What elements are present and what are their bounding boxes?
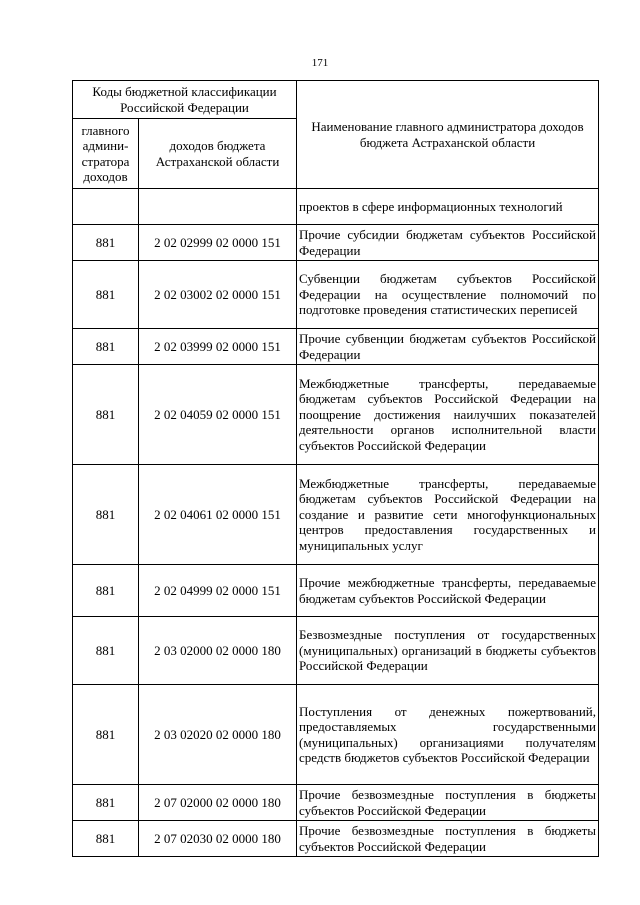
revenue-code-cell xyxy=(139,189,297,225)
revenue-code-cell: 2 02 04061 02 0000 151 xyxy=(139,465,297,565)
revenue-code-cell: 2 03 02020 02 0000 180 xyxy=(139,685,297,785)
table-row xyxy=(73,365,599,465)
admin-name-cell: Безвозмездные поступления от государственных (муниципальных) организаций в бюджеты субъектов Российской Федерации xyxy=(297,617,599,685)
table-body xyxy=(73,81,599,857)
admin-code-cell xyxy=(73,189,139,225)
table-row xyxy=(73,617,599,685)
admin-name-cell: Прочие субвенции бюджетам субъектов Российской Федерации xyxy=(297,329,599,365)
admin-code-cell: 881 xyxy=(73,565,139,617)
admin-code-cell: 881 xyxy=(73,785,139,821)
table-row xyxy=(73,189,599,225)
admin-name-cell: Прочие безвозмездные поступления в бюджеты субъектов Российской Федерации xyxy=(297,821,599,857)
admin-name-cell: Поступления от денежных пожертвований, предоставляемых государственными (муниципальных) организациями получателям средств бюджетов субъектов Российской Федерации xyxy=(297,685,599,785)
revenue-code-cell: 2 02 04999 02 0000 151 xyxy=(139,565,297,617)
table-row xyxy=(73,821,599,857)
admin-name-cell: Прочие безвозмездные поступления в бюджеты субъектов Российской Федерации xyxy=(297,785,599,821)
admin-name-cell: проектов в сфере информационных технологий xyxy=(297,189,599,225)
header-budget-revenue: доходов бюджета Астраханской области xyxy=(139,119,297,189)
budget-classification-table xyxy=(72,80,599,857)
table-row xyxy=(73,225,599,261)
table-row xyxy=(73,329,599,365)
admin-code-cell: 881 xyxy=(73,821,139,857)
header-main-admin: главного админи-стратора доходов xyxy=(73,119,139,189)
admin-name-cell: Прочие межбюджетные трансферты, передаваемые бюджетам субъектов Российской Федерации xyxy=(297,565,599,617)
table-row xyxy=(73,261,599,329)
revenue-code-cell: 2 02 03002 02 0000 151 xyxy=(139,261,297,329)
table-row xyxy=(73,685,599,785)
admin-code-cell: 881 xyxy=(73,225,139,261)
header-codes-group: Коды бюджетной классификации Российской Федерации xyxy=(73,81,297,119)
admin-code-cell: 881 xyxy=(73,329,139,365)
revenue-code-cell: 2 07 02000 02 0000 180 xyxy=(139,785,297,821)
header-admin-name: Наименование главного администратора доходов бюджета Астраханской области xyxy=(297,81,599,189)
admin-name-cell: Субвенции бюджетам субъектов Российской Федерации на осуществление полномочий по подготовке проведения статистических переписей xyxy=(297,261,599,329)
admin-name-cell: Межбюджетные трансферты, передаваемые бюджетам субъектов Российской Федерации на поощрение достижения наилучших показателей деятельности органов исполнительной власти субъектов Российской Федерации xyxy=(297,365,599,465)
admin-code-cell: 881 xyxy=(73,365,139,465)
admin-code-cell: 881 xyxy=(73,261,139,329)
admin-name-cell: Межбюджетные трансферты, передаваемые бюджетам субъектов Российской Федерации на создание и развитие сети многофункциональных центров предоставления государственных и муниципальных услуг xyxy=(297,465,599,565)
page-number: 171 xyxy=(311,57,329,69)
table-row xyxy=(73,565,599,617)
admin-code-cell: 881 xyxy=(73,465,139,565)
admin-code-cell: 881 xyxy=(73,617,139,685)
revenue-code-cell: 2 03 02000 02 0000 180 xyxy=(139,617,297,685)
revenue-code-cell: 2 07 02030 02 0000 180 xyxy=(139,821,297,857)
table-row xyxy=(73,785,599,821)
revenue-code-cell: 2 02 04059 02 0000 151 xyxy=(139,365,297,465)
header-row-group xyxy=(73,81,599,119)
revenue-code-cell: 2 02 02999 02 0000 151 xyxy=(139,225,297,261)
revenue-code-cell: 2 02 03999 02 0000 151 xyxy=(139,329,297,365)
admin-code-cell: 881 xyxy=(73,685,139,785)
admin-name-cell: Прочие субсидии бюджетам субъектов Российской Федерации xyxy=(297,225,599,261)
table-row xyxy=(73,465,599,565)
